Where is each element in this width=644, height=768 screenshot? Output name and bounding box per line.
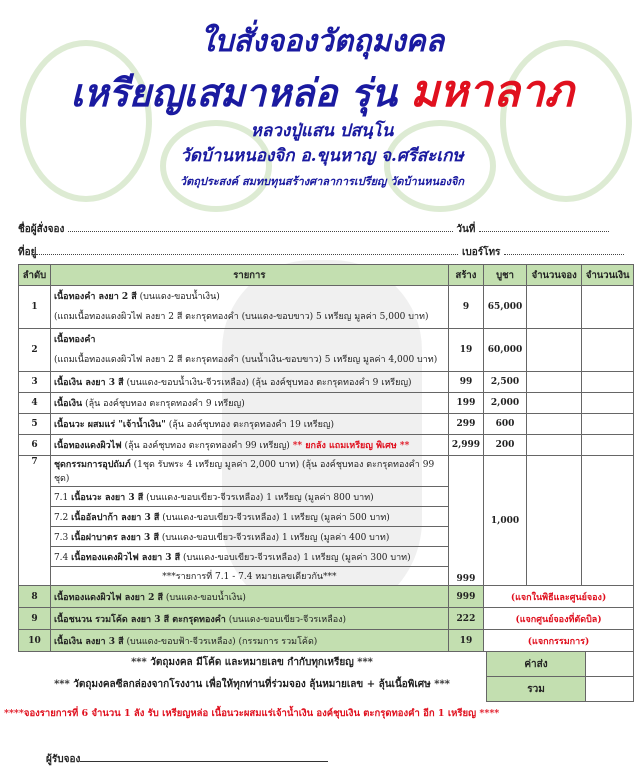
set-item-text: 7.2 เนื้ออัลปาก้า ลงยา 3 สี (บนแดง-ขอบเขียว-จีวรเหลือง) 1 เหรียญ (มูลค่า 500 บาท) <box>50 507 448 527</box>
row-no: 5 <box>19 414 51 435</box>
row-item: เนื้อชนวน รวมโค้ด ลงยา 3 สี ตะกรุดทองคำ (บนแดง-ขอบเขียว-จีวรเหลือง) <box>50 608 448 630</box>
set-note-text: ***รายการที่ 7.1 - 7.4 หมายเลขเดียวกัน*** <box>50 567 448 586</box>
address-label: ที่อยู่ <box>18 247 37 258</box>
bonus-note: ** ยกลัง แถมเหรียญ พิเศษ ** <box>292 441 410 451</box>
address-field[interactable] <box>18 245 624 260</box>
gift-row <box>19 608 634 630</box>
table-row <box>19 435 634 456</box>
row-price: 200 <box>484 435 527 456</box>
row-made: 222 <box>448 608 483 630</box>
header-amount: จำนวนเงิน <box>582 265 634 286</box>
row-made: 19 <box>448 630 483 652</box>
row-made: 2,999 <box>448 435 483 456</box>
coin-title <box>0 56 644 126</box>
order-table <box>18 264 634 652</box>
row-no: 1 <box>19 286 51 329</box>
row-item: เนื้อเงิน (ลุ้น องค์ชุบทอง ตะกรุดทองคำ 9 เหรียญ) <box>50 393 448 414</box>
row-no: 9 <box>19 608 51 630</box>
amount-cell[interactable] <box>582 286 634 329</box>
row-made: 299 <box>448 414 483 435</box>
gift-row <box>19 630 634 652</box>
note-sealed: *** วัตถุมงคลซีลกล่องจากโรงงาน เพื่อให้ทุกท่านที่ร่วมจอง ลุ้นหมายเลข + ลุ้นเนื้อพิเศษ *** <box>54 679 450 690</box>
total-cell[interactable] <box>586 677 634 702</box>
row-item: เนื้อทองคำ (แถมเนื้อทองแดงผิวไฟ ลงยา 2 สี ตะกรุดทองคำ (บนน้ำเงิน-ขอบขาว) 5 เหรียญ มูลค่า 4,000 บาท) <box>50 329 448 372</box>
row-no: 2 <box>19 329 51 372</box>
amount-cell[interactable] <box>582 435 634 456</box>
amount-cell[interactable] <box>582 393 634 414</box>
row-price: 2,500 <box>484 372 527 393</box>
row-item: เนื้อทองแดงผิวไฟ ลงยา 2 สี (บนแดง-ขอบน้ำเงิน) <box>50 586 448 608</box>
amount-cell[interactable] <box>582 372 634 393</box>
shipping-cell[interactable] <box>586 652 634 677</box>
row-no: 3 <box>19 372 51 393</box>
receiver-label: ผู้รับจอง <box>46 754 81 765</box>
set-item-text: 7.1 เนื้อนวะ ลงยา 3 สี (บนแดง-ขอบเขียว-จีวรเหลือง) 1 เหรียญ (มูลค่า 800 บาท) <box>50 487 448 507</box>
table-row <box>19 393 634 414</box>
phone-label: เบอร์โทร <box>461 247 501 258</box>
row-made: 99 <box>448 372 483 393</box>
note-code: *** วัตถุมงคล มีโค้ด และหมายเลข กำกับทุกเหรียญ *** <box>131 657 373 668</box>
header-no: ลำดับ <box>19 265 51 286</box>
row-item: เนื้อนวะ ผสมแร่ "เจ้าน้ำเงิน" (ลุ้น องค์ชุบทอง ตะกรุดทองคำ 19 เหรียญ) <box>50 414 448 435</box>
edition-name: มหาลาภ <box>410 66 574 117</box>
row-remark: (แจกกรรมการ) <box>484 630 634 652</box>
row-price: 65,000 <box>484 286 527 329</box>
row-price: 1,000 <box>484 456 527 586</box>
coin-name: เหรียญเสมาหล่อ รุ่น <box>70 70 397 115</box>
row-made: 199 <box>448 393 483 414</box>
row-no: 4 <box>19 393 51 414</box>
gift-row <box>19 586 634 608</box>
form-title: ใบสั่งจองวัตถุมงคล <box>199 24 445 59</box>
name-label: ชื่อผู้สั่งจอง <box>18 224 65 235</box>
header-item: รายการ <box>50 265 448 286</box>
form-body <box>4 264 634 767</box>
row-item: ชุดกรรมการอุปถัมภ์ (1ชุด รับพระ 4 เหรียญ มูลค่า 2,000 บาท) (ลุ้น องค์ชุบทอง ตะกรุดทองคำ 99 ชุด) <box>50 456 448 487</box>
qty-cell[interactable] <box>527 393 582 414</box>
row-item: เนื้อเงิน ลงยา 3 สี (บนแดง-ขอบฟ้า-จีวรเหลือง) (กรรมการ รวมโค้ด) <box>50 630 448 652</box>
row-made: 999 <box>448 456 483 586</box>
shipping-label: ค่าส่ง <box>487 652 586 677</box>
row-no: 8 <box>19 586 51 608</box>
header-price: บูชา <box>484 265 527 286</box>
row-item: เนื้อทองคำ ลงยา 2 สี (บนแดง-ขอบน้ำเงิน) (แถมเนื้อทองแดงผิวไฟ ลงยา 2 สี ตะกรุดทองคำ (บนแดง-ขอบขาว) 5 เหรียญ มูลค่า 5,000 บาท) <box>50 286 448 329</box>
qty-cell[interactable] <box>527 435 582 456</box>
table-header <box>19 265 634 286</box>
qty-cell[interactable] <box>527 329 582 372</box>
amount-cell[interactable] <box>582 456 634 586</box>
set-item-text: 7.3 เนื้อฝาบาตร ลงยา 3 สี (บนแดง-ขอบเขียว-จีวรเหลือง) 1 เหรียญ (มูลค่า 400 บาท) <box>50 527 448 547</box>
totals-table <box>486 652 634 702</box>
row-price: 2,000 <box>484 393 527 414</box>
table-row <box>19 372 634 393</box>
qty-cell[interactable] <box>527 456 582 586</box>
table-row <box>19 329 634 372</box>
total-label: รวม <box>487 677 586 702</box>
row-no: 6 <box>19 435 51 456</box>
row-no: 10 <box>19 630 51 652</box>
row-item: เนื้อทองแดงผิวไฟ (ลุ้น องค์ชุบทอง ตะกรุดทองคำ 99 เหรียญ) ** ยกลัง แถมเหรียญ พิเศษ ** <box>50 435 448 456</box>
row-item: เนื้อเงิน ลงยา 3 สี (บนแดง-ขอบน้ำเงิน-จีวรเหลือง) (ลุ้น องค์ชุบทอง ตะกรุดทองคำ 9 เหรียญ) <box>50 372 448 393</box>
row-price: 600 <box>484 414 527 435</box>
row-made: 999 <box>448 586 483 608</box>
row-remark: (แจกในพิธีและศูนย์จอง) <box>484 586 634 608</box>
amount-cell[interactable] <box>582 414 634 435</box>
row-price: 60,000 <box>484 329 527 372</box>
bottom-section <box>18 652 634 702</box>
notes-column <box>18 652 486 702</box>
table-row <box>19 286 634 329</box>
qty-cell[interactable] <box>527 286 582 329</box>
qty-cell[interactable] <box>527 372 582 393</box>
note-bonus: ****จองรายการที่ 6 จำนวน 1 ลัง รับ เหรียญหล่อ เนื้อนวะผสมแร่เจ้าน้ำเงิน องค์ชุบเงิน ตะกรุดทองคำ อีก 1 เหรียญ **** <box>4 708 500 719</box>
name-field[interactable] <box>18 222 609 237</box>
receiver-signature[interactable] <box>46 751 634 767</box>
monk-name: หลวงปู่แสน ปสนฺโน <box>250 121 394 141</box>
temple-name: วัดบ้านหนองจิก อ.ขุนหาญ จ.ศรีสะเกษ <box>180 146 464 166</box>
row-remark: (แจกศูนย์จองที่ตัดบิล) <box>484 608 634 630</box>
header-made: สร้าง <box>448 265 483 286</box>
amount-cell[interactable] <box>582 329 634 372</box>
table-row-set <box>19 456 634 487</box>
row-made: 9 <box>448 286 483 329</box>
row-made: 19 <box>448 329 483 372</box>
qty-cell[interactable] <box>527 414 582 435</box>
set-item-text: 7.4 เนื้อทองแดงผิวไฟ ลงยา 3 สี (บนแดง-ขอบเขียว-จีวรเหลือง) 1 เหรียญ (มูลค่า 300 บาท) <box>50 547 448 567</box>
table-row <box>19 414 634 435</box>
row-no: 7 <box>19 456 51 586</box>
date-label: วันที่ <box>456 224 476 235</box>
purpose: วัตถุประสงค์ สมทบทุนสร้างศาลาการเปรียญ วัดบ้านหนองจิก <box>179 175 465 188</box>
header-qty: จำนวนจอง <box>527 265 582 286</box>
